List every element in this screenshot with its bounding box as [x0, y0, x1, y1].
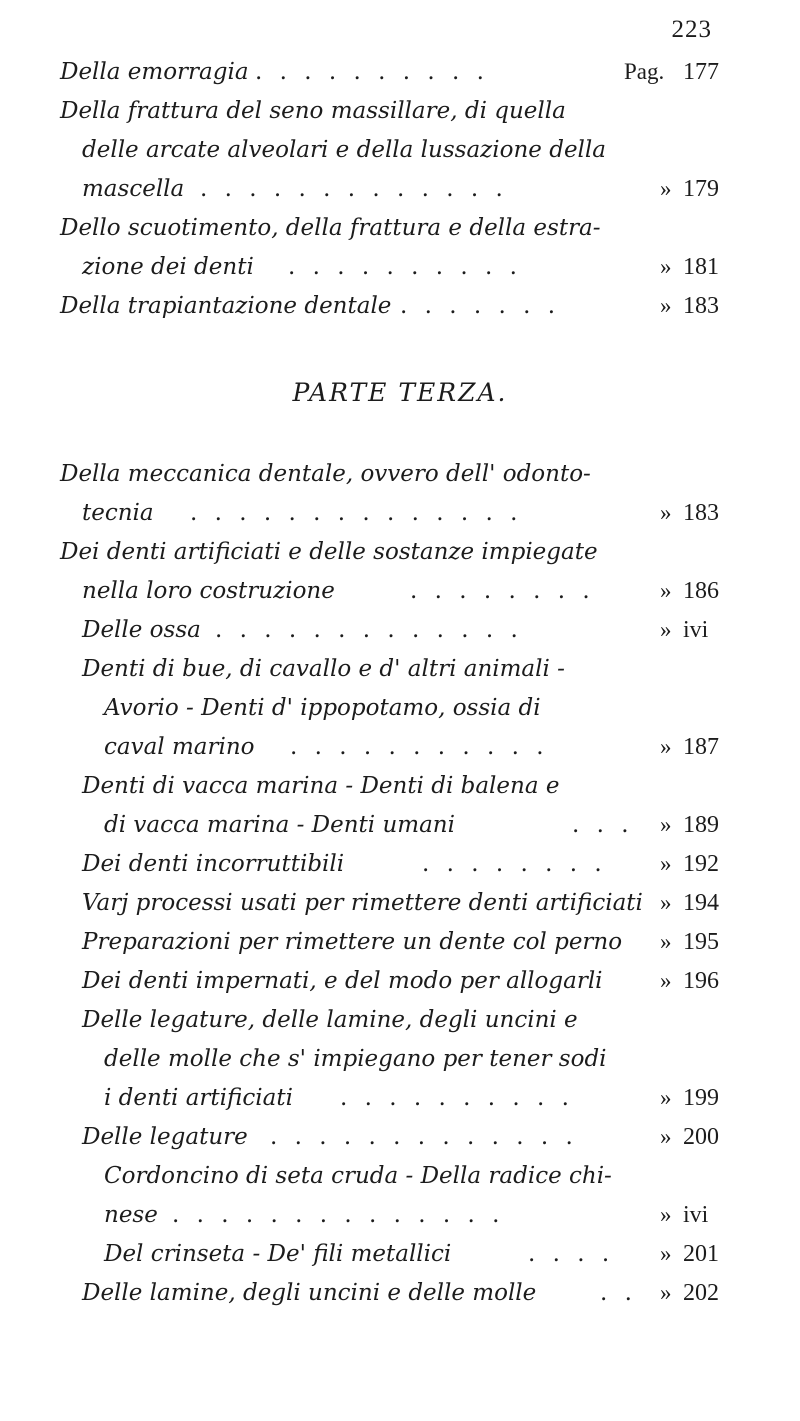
- leader-dots: . . . . . . . . . . . . .: [270, 1124, 578, 1150]
- entry-page: 196: [683, 968, 719, 994]
- entry-title: delle molle che s' impiegano per tener sodi: [104, 1046, 607, 1072]
- entry-page: 177: [683, 59, 719, 85]
- page-ref-label: »: [660, 734, 672, 759]
- leader-dots: . . . . . . . . . . . . . .: [172, 1202, 505, 1228]
- page-ref-label: »: [660, 968, 672, 993]
- leader-dots: . . .: [572, 812, 634, 838]
- entry-title: nese: [104, 1202, 158, 1228]
- entry-page: 186: [683, 578, 719, 604]
- leader-dots: . . . . . . . . . . . . .: [200, 176, 508, 202]
- toc-entry-line: [0, 456, 800, 492]
- entry-page: 199: [683, 1085, 719, 1111]
- toc-entry-line: [0, 573, 800, 609]
- entry-title: Delle legature, delle lamine, degli uncini e: [82, 1007, 578, 1033]
- entry-title: Denti di bue, di cavallo e d' altri animali -: [82, 656, 565, 682]
- entry-title: Avorio - Denti d' ippopotamo, ossia di: [104, 695, 541, 721]
- page-ref-label: Pag.: [624, 59, 665, 84]
- entry-title: Della trapiantazione dentale: [60, 293, 392, 319]
- page-ref-label: »: [660, 293, 672, 318]
- entry-title: Dei denti artificiati e delle sostanze impiegate: [60, 539, 598, 565]
- entry-title: Delle legature: [82, 1124, 248, 1150]
- page-ref-label: »: [660, 890, 672, 915]
- entry-title: mascella: [82, 176, 185, 202]
- toc-entry-line: [0, 846, 800, 882]
- page-number: 223: [671, 16, 712, 43]
- entry-page: 181: [683, 254, 719, 280]
- leader-dots: . . . . . . . . . .: [288, 254, 522, 280]
- section-heading: PARTE TERZA.: [292, 378, 508, 407]
- entry-title: Del crinseta - De' fili metallici: [104, 1241, 452, 1267]
- leader-dots: . .: [600, 1280, 637, 1306]
- toc-entry-line: [0, 885, 800, 921]
- page-ref-label: »: [660, 1085, 672, 1110]
- entry-page: 200: [683, 1124, 719, 1150]
- toc-entry-line: [0, 924, 800, 960]
- toc-entry-line: [0, 288, 800, 324]
- toc-entry-line: [0, 1275, 800, 1311]
- page-ref-label: »: [660, 812, 672, 837]
- toc-entry-line: [0, 1080, 800, 1116]
- toc-entry-line: [0, 768, 800, 804]
- toc-entry-line: [0, 1119, 800, 1155]
- leader-dots: . . . . . . . .: [410, 578, 595, 604]
- page-ref-label: »: [660, 254, 672, 279]
- toc-entry-line: [0, 1197, 800, 1233]
- page-ref-label: »: [660, 617, 672, 642]
- entry-title: caval marino: [104, 734, 255, 760]
- toc-entry-line: [0, 807, 800, 843]
- entry-page: 194: [683, 890, 719, 916]
- entry-page: 187: [683, 734, 719, 760]
- entry-title: Denti di vacca marina - Denti di balena e: [82, 773, 560, 799]
- page-ref-label: »: [660, 851, 672, 876]
- toc-entry-line: [0, 93, 800, 129]
- toc-entry-line: [0, 651, 800, 687]
- entry-title: Dei denti incorruttibili: [82, 851, 345, 877]
- leader-dots: . . . . . . . . . . . . . .: [190, 500, 523, 526]
- toc-entry-line: [0, 1236, 800, 1272]
- toc-entry-line: [0, 132, 800, 168]
- entry-title: Delle lamine, degli uncini e delle molle: [82, 1280, 537, 1306]
- entry-page: 202: [683, 1280, 719, 1306]
- leader-dots: . . . . . . .: [400, 293, 561, 319]
- toc-entry-line: [0, 1041, 800, 1077]
- entry-title: delle arcate alveolari e della lussazione della: [82, 137, 606, 163]
- entry-title: Delle ossa: [82, 617, 201, 643]
- entry-title: i denti artificiati: [104, 1085, 293, 1111]
- page-ref-label: »: [660, 1280, 672, 1305]
- entry-page: 189: [683, 812, 719, 838]
- toc-entry-line: [0, 210, 800, 246]
- entry-page: 179: [683, 176, 719, 202]
- entry-title: Cordoncino di seta cruda - Della radice chi-: [104, 1163, 612, 1189]
- page-ref-label: »: [660, 1241, 672, 1266]
- entry-title: Varj processi usati per rimettere denti artificiati: [82, 890, 643, 916]
- entry-title: tecnia: [82, 500, 154, 526]
- toc-entry-line: [0, 612, 800, 648]
- entry-page: 183: [683, 500, 719, 526]
- toc-entry-line: [0, 1002, 800, 1038]
- entry-title: Della emorragia: [60, 59, 249, 85]
- toc-entry-line: [0, 963, 800, 999]
- toc-entry-line: [0, 690, 800, 726]
- entry-page: 192: [683, 851, 719, 877]
- toc-entry-line: [0, 249, 800, 285]
- page-ref-label: »: [660, 500, 672, 525]
- entry-page: 183: [683, 293, 719, 319]
- entry-title: zione dei denti: [82, 254, 254, 280]
- entry-page: ivi: [683, 1202, 709, 1228]
- toc-entry-line: [0, 171, 800, 207]
- page-ref-label: »: [660, 929, 672, 954]
- toc-entry-line: [0, 729, 800, 765]
- entry-page: 201: [683, 1241, 719, 1267]
- toc-entry-line: [0, 1158, 800, 1194]
- entry-title: nella loro costruzione: [82, 578, 335, 604]
- entry-page: ivi: [683, 617, 709, 643]
- entry-title: Dello scuotimento, della frattura e della estra-: [60, 215, 601, 241]
- leader-dots: . . . . . . . .: [422, 851, 607, 877]
- entry-title: Della meccanica dentale, ovvero dell' odonto-: [60, 461, 591, 487]
- entry-title: di vacca marina - Denti umani: [104, 812, 455, 838]
- leader-dots: . . . . . . . . . . . . .: [215, 617, 523, 643]
- toc-entry-line: [0, 495, 800, 531]
- leader-dots: . . . . . . . . . .: [340, 1085, 574, 1111]
- page-ref-label: »: [660, 578, 672, 603]
- leader-dots: . . . . . . . . . . .: [290, 734, 549, 760]
- page-ref-label: »: [660, 176, 672, 201]
- toc-entry-line: [0, 54, 800, 90]
- page-ref-label: »: [660, 1202, 672, 1227]
- toc-entry-line: [0, 534, 800, 570]
- entry-title: Della frattura del seno massillare, di quella: [60, 98, 566, 124]
- entry-page: 195: [683, 929, 719, 955]
- leader-dots: . . . .: [528, 1241, 615, 1267]
- leader-dots: . . . . . . . . . .: [255, 59, 489, 85]
- page-ref-label: »: [660, 1124, 672, 1149]
- entry-title: Preparazioni per rimettere un dente col perno: [82, 929, 623, 955]
- entry-title: Dei denti impernati, e del modo per allogarli: [82, 968, 603, 994]
